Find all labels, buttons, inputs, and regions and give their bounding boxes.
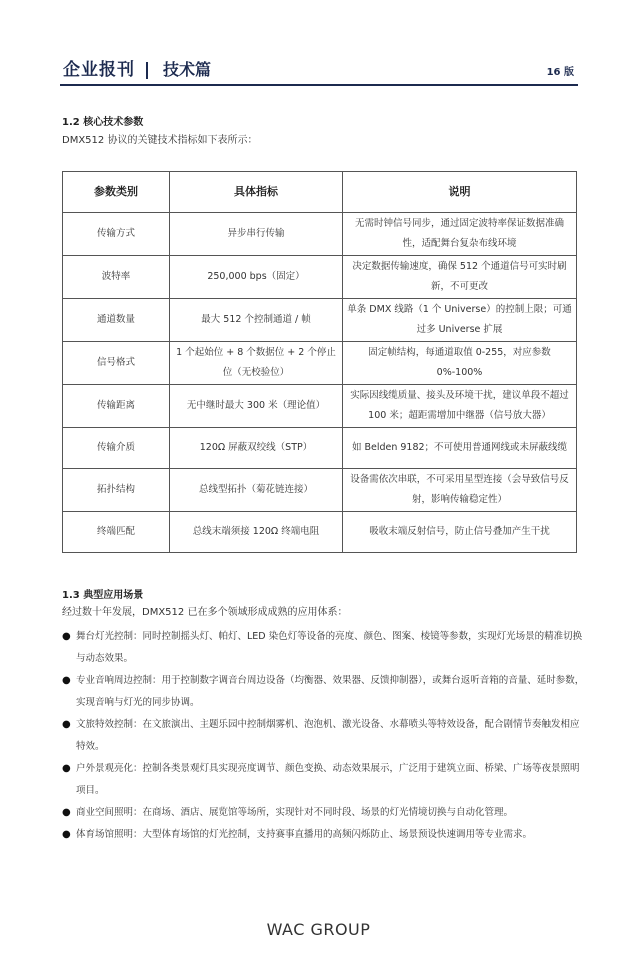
cell-spec: 120Ω 屏蔽双绞线（STP） [170, 428, 343, 469]
table-row [63, 342, 577, 385]
list-item [62, 714, 586, 758]
section-1-3-heading: 1.3 典型应用场景 [62, 590, 144, 601]
cell-note: 固定帧结构，每通道取值 0-255，对应参数 0%-100% [343, 342, 577, 385]
cell-category: 传输距离 [63, 385, 170, 428]
cell-spec: 1 个起始位 + 8 个数据位 + 2 个停止位（无校验位） [170, 342, 343, 385]
list-item [62, 758, 586, 802]
table-row [63, 512, 577, 553]
table-header-row [63, 172, 577, 213]
list-item-text: 舞台灯光控制：同时控制摇头灯、帕灯、LED 染色灯等设备的亮度、颜色、图案、棱镜等参数，实现灯光场景的精准切换与动态效果。 [76, 631, 583, 664]
table-row [63, 469, 577, 512]
cell-spec: 无中继时最大 300 米（理论值） [170, 385, 343, 428]
cell-spec: 总线型拓扑（菊花链连接） [170, 469, 343, 512]
application-list [62, 626, 586, 846]
list-item-text: 文旅特效控制：在文旅演出、主题乐园中控制烟雾机、泡泡机、激光设备、水幕喷头等特效设备，配合剧情节奏触发相应特效。 [76, 719, 580, 752]
header-note: 说明 [343, 172, 577, 213]
cell-note: 无需时钟信号同步，通过固定波特率保证数据准确性，适配舞台复杂布线环境 [343, 213, 577, 256]
list-item [62, 670, 586, 714]
cell-note: 决定数据传输速度，确保 512 个通道信号可实时刷新，不可更改 [343, 256, 577, 299]
page-header [60, 58, 578, 88]
bullet-icon: ● [62, 719, 71, 730]
bullet-icon: ● [62, 807, 71, 818]
header-category: 参数类别 [63, 172, 170, 213]
list-item [62, 824, 586, 846]
cell-note: 实际因线缆质量、接头及环境干扰，建议单段不超过 100 米；超距需增加中继器（信号放大器） [343, 385, 577, 428]
cell-spec: 250,000 bps（固定） [170, 256, 343, 299]
cell-spec: 异步串行传输 [170, 213, 343, 256]
cell-category: 传输介质 [63, 428, 170, 469]
list-item [62, 802, 586, 824]
cell-category: 终端匹配 [63, 512, 170, 553]
publication-title: 企业报刊 [63, 60, 135, 80]
table-row [63, 299, 577, 342]
cell-note: 吸收末端反射信号，防止信号叠加产生干扰 [343, 512, 577, 553]
section-1-2-intro: DMX512 协议的关键技术指标如下表所示： [62, 135, 258, 146]
list-item [62, 626, 586, 670]
cell-spec: 总线末端须接 120Ω 终端电阻 [170, 512, 343, 553]
table-row [63, 213, 577, 256]
cell-note: 单条 DMX 线路（1 个 Universe）的控制上限；可通过多 Universe 扩展 [343, 299, 577, 342]
list-item-text: 商业空间照明：在商场、酒店、展览馆等场所，实现针对不同时段、场景的灯光情境切换与自动化管理。 [76, 807, 514, 818]
bullet-icon: ● [62, 763, 71, 774]
section-title: 技术篇 [163, 60, 212, 79]
bullet-icon: ● [62, 829, 71, 840]
footer-logo: WAC GROUP [266, 920, 371, 939]
bullet-icon: ● [62, 675, 71, 686]
cell-note: 设备需依次串联，不可采用星型连接（会导致信号反射，影响传输稳定性） [343, 469, 577, 512]
cell-category: 波特率 [63, 256, 170, 299]
section-1-2-heading: 1.2 核心技术参数 [62, 117, 144, 128]
header-divider [146, 62, 148, 79]
list-item-text: 户外景观亮化：控制各类景观灯具实现亮度调节、颜色变换、动态效果展示，广泛用于建筑立面、桥梁、广场等夜景照明项目。 [76, 763, 580, 796]
header-rule [60, 84, 578, 86]
header-spec: 具体指标 [170, 172, 343, 213]
table-row [63, 256, 577, 299]
table-row [63, 428, 577, 469]
section-1-3-intro: 经过数十年发展，DMX512 已在多个领域形成成熟的应用体系： [62, 607, 348, 618]
cell-category: 拓扑结构 [63, 469, 170, 512]
cell-category: 传输方式 [63, 213, 170, 256]
cell-spec: 最大 512 个控制通道 / 帧 [170, 299, 343, 342]
list-item-text: 专业音响周边控制：用于控制数字调音台周边设备（均衡器、效果器、反馈抑制器），或舞台返听音箱的音量、延时参数，实现音响与灯光的同步协调。 [76, 675, 585, 708]
cell-category: 信号格式 [63, 342, 170, 385]
page-number: 16 版 [546, 67, 574, 78]
cell-category: 通道数量 [63, 299, 170, 342]
table-row [63, 385, 577, 428]
bullet-icon: ● [62, 631, 71, 642]
list-item-text: 体育场馆照明：大型体育场馆的灯光控制，支持赛事直播用的高频闪烁防止、场景预设快速调用等专业需求。 [76, 829, 533, 840]
cell-note: 如 Belden 9182；不可使用普通网线或未屏蔽线缆 [343, 428, 577, 469]
spec-table [62, 171, 577, 553]
